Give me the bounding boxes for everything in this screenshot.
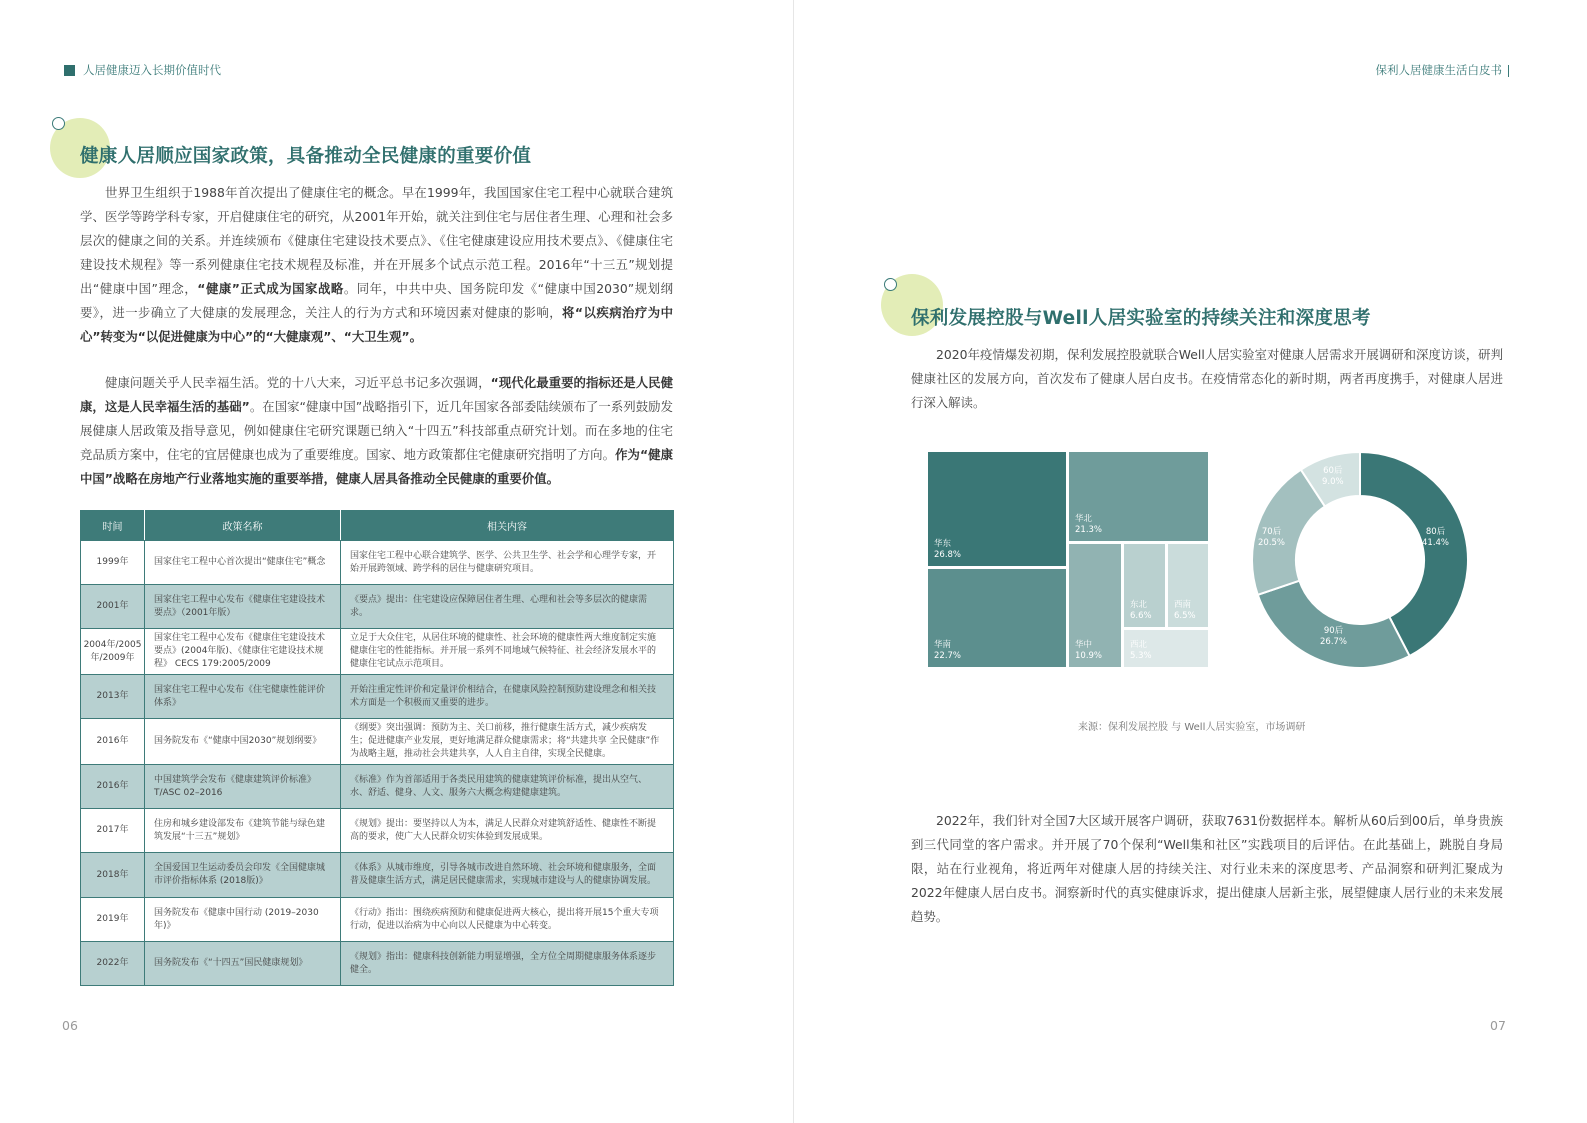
table-row <box>81 809 674 853</box>
row-policy-name: 中国建筑学会发布《健康建筑评价标准》T/ASC 02–2016 <box>145 765 341 809</box>
treemap-value: 22.7% <box>934 651 962 661</box>
row-policy-name: 国家住宅工程中心发布《健康住宅建设技术要点》（2001年版） <box>145 585 341 629</box>
table-row <box>81 853 674 898</box>
donut-category: 70后 <box>1261 527 1282 537</box>
row-policy-name: 住房和城乡建设部发布《建筑节能与绿色建筑发展“十三五”规划》 <box>145 809 341 853</box>
row-content: 《规划》指出：健康科技创新能力明显增强，全方位全周期健康服务体系逐步健全。 <box>341 942 674 986</box>
row-content: 《要点》提出：住宅建设应保障居住者生理、心理和社会等多层次的健康需求。 <box>341 585 674 629</box>
row-year: 2019年 <box>81 898 145 942</box>
header-content: 相关内容 <box>341 511 674 541</box>
row-year: 2001年 <box>81 585 145 629</box>
table-row <box>81 898 674 942</box>
treemap-value: 6.6% <box>1130 611 1152 621</box>
p1-bold-2: 将“以疾病治疗为中心”转变为“以促进健康为中心”的“大健康观”、“大卫生观”。 <box>80 305 673 344</box>
row-year: 2016年 <box>81 719 145 765</box>
right-page-number: 07 <box>1490 1018 1506 1033</box>
table-row <box>81 541 674 585</box>
treemap-cell-xinan <box>1168 544 1208 627</box>
row-year: 2017年 <box>81 809 145 853</box>
table-row <box>81 675 674 719</box>
treemap-label: 华南 <box>934 640 952 650</box>
p1-text-1: 世界卫生组织于1988年首次提出了健康住宅的概念。早在1999年，我国国家住宅工程中心就联合建筑学、医学等跨学科专家，开启健康住宅的研究，从2001年开始，就关注到住宅与居住者生理、心理和社会多层次的健康之间的关系。并连续颁布《健康住宅建设技术要点》、《住宅健康建设应用技术要点》、《健康住宅建设技术规程》等一系列健康住宅技术规程及标准，并在开展多个试点示范工程。2016年“十三五”规划提出“健康中国”理念， <box>80 185 673 296</box>
treemap-cell-huabei <box>1069 452 1208 541</box>
donut-value: 41.4% <box>1422 538 1450 548</box>
table-row <box>81 719 674 765</box>
row-policy-name: 国家住宅工程中心发布《健康住宅建设技术要点》(2004年版)、《健康住宅建设技术规程》 CECS 179:2005/2009 <box>145 629 341 675</box>
row-year: 1999年 <box>81 541 145 585</box>
p2-text-1: 健康问题关乎人民幸福生活。党的十八大来，习近平总书记多次强调， <box>105 375 491 390</box>
donut-value: 20.5% <box>1258 538 1286 548</box>
treemap-cell-dongbei <box>1124 544 1165 627</box>
row-content: 国家住宅工程中心联合建筑学、医学、公共卫生学、社会学和心理学专家，开始开展跨领域、跨学科的居住与健康研究项目。 <box>341 541 674 585</box>
policy-table <box>80 510 674 986</box>
left-paragraph-1 <box>80 181 673 349</box>
page-divider <box>793 0 794 1123</box>
row-year: 2016年 <box>81 765 145 809</box>
row-year: 2022年 <box>81 942 145 986</box>
header-bar-icon <box>1508 65 1509 77</box>
donut-category: 80后 <box>1425 527 1446 537</box>
row-content: 《体系》从城市维度，引导各城市改进自然环境、社会环境和健康服务，全面普及健康生活方式，满足居民健康需求，实现城市建设与人的健康协调发展。 <box>341 853 674 898</box>
row-content: 《规划》提出：要坚持以人为本，满足人民群众对建筑舒适性、健康性不断提高的要求，使广大人民群众切实体验到发展成果。 <box>341 809 674 853</box>
right-header-text: 保利人居健康生活白皮书 <box>1375 63 1502 77</box>
donut-label-70s <box>1258 527 1285 549</box>
donut-value: 9.0% <box>1322 477 1344 487</box>
table-row <box>81 585 674 629</box>
title-deco-ring-icon <box>52 117 65 130</box>
treemap-value: 10.9% <box>1075 651 1103 661</box>
treemap-cell-huanan <box>928 569 1066 667</box>
treemap-cell-huadong <box>928 452 1066 566</box>
header-time: 时间 <box>81 511 145 541</box>
treemap-label: 西南 <box>1174 600 1192 610</box>
right-running-header <box>1376 62 1510 78</box>
donut-category: 90后 <box>1323 626 1344 636</box>
p2-bold-1: “现代化最重要的指标还是人民健康，这是人民幸福生活的基础” <box>80 375 673 414</box>
row-policy-name: 国务院发布《“健康中国2030”规划纲要》 <box>145 719 341 765</box>
row-content: 立足于大众住宅，从居住环境的健康性、社会环境的健康性两大维度制定实施健康住宅的性能指标。并开展一系列不同地域气候特征、社会经济发展水平的健康住宅试点示范项目。 <box>341 629 674 675</box>
treemap-label: 西北 <box>1130 640 1148 650</box>
row-policy-name: 国务院发布《健康中国行动 (2019–2030年)》 <box>145 898 341 942</box>
row-policy-name: 国家住宅工程中心首次提出“健康住宅”概念 <box>145 541 341 585</box>
left-paragraph-2 <box>80 371 673 491</box>
left-running-header <box>64 62 221 78</box>
row-year: 2013年 <box>81 675 145 719</box>
treemap-label: 华中 <box>1075 640 1093 650</box>
chart-source-note: 来源：保利发展控股 与 Well人居实验室，市场调研 <box>1078 722 1306 733</box>
table-row <box>81 765 674 809</box>
row-year: 2018年 <box>81 853 145 898</box>
row-content: 《纲要》突出强调：预防为主、关口前移，推行健康生活方式，减少疾病发生；促进健康产业发展，更好地满足群众健康需求；将“共建共享 全民健康”作为战略主题，推动社会共建共享，人人自主自律，实现全民健康。 <box>341 719 674 765</box>
donut-label-60s <box>1322 466 1344 488</box>
right-paragraph-2: 2022年，我们针对全国7大区域开展客户调研，获取7631份数据样本。解析从60后到00后，单身贵族到三代同堂的客户需求。并开展了70个保利“Well集和社区”实践项目的后评估。在此基础上，跳脱自身局限，站在行业视角，将近两年对健康人居的持续关注、对行业未来的深度思考、产品洞察和研判汇聚成为2022年健康人居白皮书。洞察新时代的真实健康诉求，提出健康人居新主张，展望健康人居行业的未来发展趋势。 <box>911 813 1503 924</box>
p1-text-2: 。同年，中共中央、国务院印发《“健康中国2030”规划纲要》，进一步确立了大健康的发展理念，关注人的行为方式和环境因素对健康的影响， <box>80 281 673 320</box>
treemap-cell-huazhong <box>1069 544 1121 667</box>
row-content: 开始注重定性评价和定量评价相结合，在健康风险控制预防建设理念和相关技术方面是一个积极而又重要的进步。 <box>341 675 674 719</box>
row-content: 《行动》指出：围绕疾病预防和健康促进两大核心，提出将开展15个重大专项行动，促进以治病为中心向以人民健康为中心转变。 <box>341 898 674 942</box>
treemap-label: 华东 <box>934 539 952 549</box>
donut-label-80s <box>1422 527 1449 549</box>
row-policy-name: 国家住宅工程中心发布《住宅健康性能评价体系》 <box>145 675 341 719</box>
treemap-label: 华北 <box>1075 514 1093 524</box>
right-section-title: 保利发展控股与Well人居实验室的持续关注和深度思考 <box>911 308 1371 329</box>
treemap-value: 5.3% <box>1130 651 1152 661</box>
p2-bold-2: 作为“健康中国”战略在房地产行业落地实施的重要举措，健康人居具备推动全民健康的重要价值。 <box>80 447 673 486</box>
left-page-number: 06 <box>62 1018 78 1033</box>
p2-text-2: 。在国家“健康中国”战略指引下，近几年国家各部委陆续颁布了一系列鼓励发展健康人居政策及指导意见，例如健康住宅研究课题已纳入“十四五”科技部重点研究计划。而在多地的住宅竞品质方案中，住宅的宜居健康也成为了重要维度。国家、地方政策都住宅健康研究指明了方向。 <box>80 399 673 462</box>
header-policy-name: 政策名称 <box>145 511 341 541</box>
age-donut-chart <box>1250 450 1470 670</box>
right-paragraph-1: 2020年疫情爆发初期，保利发展控股就联合Well人居实验室对健康人居需求开展调研和深度访谈，研判健康社区的发展方向，首次发布了健康人居白皮书。在疫情常态化的新时期，两者再度携手，对健康人居进行深入解读。 <box>911 347 1503 410</box>
treemap-cell-xibei <box>1124 630 1208 667</box>
row-policy-name: 全国爱国卫生运动委员会印发《全国健康城市评价指标体系 (2018版)》 <box>145 853 341 898</box>
row-policy-name: 国务院发布《“十四五”国民健康规划》 <box>145 942 341 986</box>
treemap-label: 东北 <box>1130 600 1148 610</box>
left-section-title: 健康人居顺应国家政策，具备推动全民健康的重要价值 <box>80 146 532 167</box>
table-row <box>81 629 674 675</box>
treemap-value: 21.3% <box>1075 525 1103 535</box>
table-row <box>81 942 674 986</box>
row-year: 2004年/2005年/2009年 <box>81 629 145 675</box>
header-square-icon <box>64 65 75 76</box>
p1-bold-1: “健康”正式成为国家战略 <box>197 281 344 296</box>
left-header-text: 人居健康迈入长期价值时代 <box>83 63 221 77</box>
donut-value: 26.7% <box>1320 637 1348 647</box>
treemap-value: 6.5% <box>1174 611 1196 621</box>
donut-label-90s <box>1320 626 1347 648</box>
donut-slice-90s <box>1258 581 1410 668</box>
title-deco-ring-icon <box>884 278 897 291</box>
policy-table-header <box>81 511 674 541</box>
treemap-value: 26.8% <box>934 550 962 560</box>
row-content: 《标准》作为首部适用于各类民用建筑的健康建筑评价标准，提出从空气、水、舒适、健身、人文、服务六大概念构建健康建筑。 <box>341 765 674 809</box>
donut-category: 60后 <box>1323 466 1343 476</box>
